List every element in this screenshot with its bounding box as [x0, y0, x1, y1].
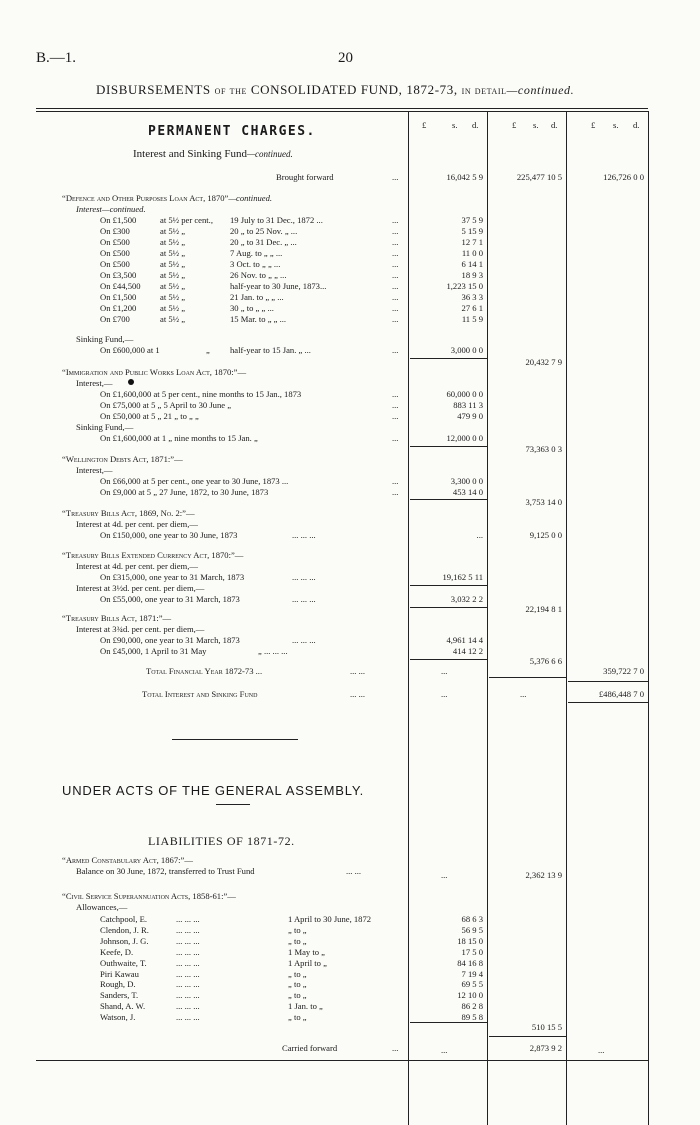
wellington-act-title: “Wellington Debts Act, 1871:”—: [62, 454, 183, 464]
leader-dots: ... ... ...: [176, 914, 200, 924]
wellington-row-value: 453 14 0: [452, 487, 483, 497]
short-rule: [216, 804, 250, 805]
leader-dots: ...: [392, 433, 399, 443]
allowance-period: „ to „: [288, 979, 307, 990]
col1-shilling: s.: [452, 120, 458, 130]
allowance-name: Watson, J.: [100, 1012, 136, 1023]
defence-total: 20,432 7 9: [525, 357, 562, 367]
allowance-name: Keefe, D.: [100, 946, 134, 957]
defence-row-period: 21 Jan. to „ „ ...: [230, 292, 284, 302]
col1-pence: d.: [472, 120, 479, 130]
page-number: 20: [338, 50, 353, 66]
wellington-interest-label: Interest,—: [76, 465, 113, 475]
subtotal-rule: [410, 358, 487, 359]
allowance-name: Piri Kawau: [100, 968, 139, 979]
defence-row-amount: On £3,500: [100, 270, 137, 280]
carried-col2: 2,873 9 2: [529, 1043, 562, 1053]
leader-dots: „ ... ... ...: [258, 646, 288, 656]
defence-row-value: 1,223 15 0: [446, 281, 483, 291]
subtotal-rule: [410, 659, 487, 660]
leader-dots: ...: [392, 411, 399, 421]
allowance-value: 18 15 0: [457, 935, 483, 946]
title-main: DISBURSEMENTS: [96, 82, 211, 97]
defence-act-title: [62, 193, 272, 203]
defence-row-amount: On £500: [100, 259, 130, 269]
subtotal-rule: [410, 499, 487, 500]
defence-row-value: 37 5 9: [461, 215, 483, 225]
immigration-row-value: 883 11 3: [453, 400, 483, 410]
treasury-ext-interest: Interest at 4d. per cent. per diem,—: [76, 561, 198, 571]
treasury-ext-interest2: Interest at 3½d. per cent. per diem,—: [76, 583, 205, 593]
table-bottom-rule: [36, 1060, 648, 1061]
allowance-value: 68 6 3: [461, 914, 483, 924]
sinking-row-rate: „: [206, 345, 210, 355]
armed-value: 2,362 13 9: [525, 870, 562, 880]
immigration-sinking-text: On £1,600,000 at 1 „ nine months to 15 Jan. „: [100, 433, 258, 443]
allowance-period: „ to „: [288, 968, 307, 979]
section-heading-permanent: PERMANENT CHARGES.: [148, 124, 316, 139]
leader-dots: ...: [392, 1043, 399, 1053]
treasury-1869-row: On £150,000, one year to 30 June, 1873: [100, 530, 238, 540]
leader-dots: ...: [392, 487, 399, 497]
subtotal-rule: [489, 677, 566, 678]
wellington-total: 3,753 14 0: [525, 497, 562, 507]
defence-row-value: 11 5 9: [461, 314, 483, 324]
defence-row-period: 20 „ to 31 Dec. „ ...: [230, 237, 297, 247]
page-title: [96, 82, 574, 98]
leader-dots: ... ... ...: [292, 530, 316, 540]
section-heading-general-assembly: UNDER ACTS OF THE GENERAL ASSEMBLY.: [62, 783, 365, 798]
col2-shilling: s.: [533, 120, 539, 130]
leader-dots: ... ...: [350, 666, 366, 676]
allowance-period: „ to „: [288, 935, 307, 946]
leader-dots: ... ... ...: [292, 635, 316, 645]
defence-row-rate: at 5½ „: [160, 237, 186, 247]
defence-row-rate: at 5½ per cent.,: [160, 215, 213, 225]
leader-dots: ... ... ...: [176, 1012, 200, 1023]
defence-row-value: 5 15 9: [461, 226, 483, 236]
treasury-1871-row1: On £90,000, one year to 31 March, 1873: [100, 635, 240, 645]
allowance-value: 89 5 8: [461, 1012, 483, 1023]
allowance-value: 84 16 8: [457, 957, 483, 968]
liabilities-heading: LIABILITIES OF 1871-72.: [148, 834, 295, 848]
col-divider-2: [487, 111, 488, 1125]
leader-dots: ...: [392, 476, 399, 486]
defence-row-period: 15 Mar. to „ „ ...: [230, 314, 287, 324]
defence-row-value: 6 14 1: [461, 259, 483, 269]
leader-dots: ... ... ...: [176, 979, 200, 990]
defence-row-amount: On £300: [100, 226, 130, 236]
defence-row-period: 3 Oct. to „ „ ...: [230, 259, 281, 269]
defence-row-value: 18 9 3: [461, 270, 483, 280]
carried-forward-label: Carried forward: [282, 1043, 338, 1053]
treasury-1869-value: ...: [476, 530, 483, 540]
sinking-row-amount: On £600,000 at 1: [100, 345, 160, 355]
title-in-detail: in detail: [461, 83, 507, 97]
treasury-ext-row1: On £315,000, one year to 31 March, 1873: [100, 572, 245, 582]
leader-dots: ...: [392, 281, 399, 291]
total-interest-label: Total Interest and Sinking Fund: [142, 689, 258, 699]
sinking-row-period: half-year to 15 Jan. „ ...: [230, 345, 311, 355]
col-divider-3: [566, 111, 567, 1125]
defence-row-amount: On £1,500: [100, 292, 137, 302]
treasury-1871-row2: On £45,000, 1 April to 31 May: [100, 646, 207, 656]
leader-dots: ...: [392, 389, 399, 399]
treasury-1871-interest: Interest at 3¾d. per cent. per diem,—: [76, 624, 205, 634]
defence-row-amount: On £500: [100, 248, 130, 258]
allowance-period: 1 May to „: [288, 946, 325, 957]
defence-row-rate: at 5½ „: [160, 303, 186, 313]
leader-dots: ...: [392, 172, 399, 182]
treasury-ext-total: 22,194 8 1: [525, 604, 562, 614]
immigration-row-value: 60,000 0 0: [446, 389, 483, 399]
col3-pence: d.: [633, 120, 640, 130]
armed-act-title: “Armed Constabulary Act, 1867:”—: [62, 855, 193, 865]
carried-col1: ...: [441, 1045, 448, 1055]
defence-row-rate: at 5½ „: [160, 292, 186, 302]
immigration-total: 73,363 0 3: [525, 444, 562, 454]
sinking-row-value: 3,000 0 0: [450, 345, 483, 355]
allowance-name: Shand, A. W.: [100, 1001, 146, 1012]
allowance-period: „ to „: [288, 990, 307, 1001]
leader-dots: ... ... ...: [176, 968, 200, 979]
allowance-period: 1 April to „: [288, 957, 327, 968]
allowance-period: „ to „: [288, 924, 307, 935]
defence-row-period: 19 July to 31 Dec., 1872 ...: [230, 215, 323, 225]
leader-dots: ... ... ...: [176, 990, 200, 1001]
leader-dots: ... ... ...: [292, 594, 316, 604]
total-rule: [568, 702, 648, 703]
immigration-row-value: 479 9 0: [457, 411, 483, 421]
subheading-interest: [133, 148, 293, 160]
defence-row-rate: at 5½ „: [160, 314, 186, 324]
leader-dots: ...: [392, 237, 399, 247]
defence-row-rate: at 5½ „: [160, 281, 186, 291]
civil-act-title: “Civil Service Superannuation Acts, 1858-61:”—: [62, 891, 236, 901]
armed-row: Balance on 30 June, 1872, transferred to Trust Fund: [76, 866, 255, 876]
defence-row-period: 26 Nov. to „ „ ...: [230, 270, 287, 280]
treasury-1869-title: “Treasury Bills Act, 1869, No. 2:”—: [62, 508, 195, 518]
treasury-1869-interest: Interest at 4d. per cent. per diem,—: [76, 519, 198, 529]
allowance-name: Sanders, T.: [100, 990, 139, 1001]
treasury-1869-total: 9,125 0 0: [529, 530, 562, 540]
subheading-cont: —continued.: [246, 149, 293, 159]
leader-dots: ...: [392, 226, 399, 236]
leader-dots: ...: [392, 400, 399, 410]
wellington-row-value: 3,300 0 0: [450, 476, 483, 486]
treasury-1871-value1: 4,961 14 4: [446, 635, 483, 645]
leader-dots: ...: [392, 215, 399, 225]
allowance-period: 1 April to 30 June, 1872: [288, 914, 372, 924]
leader-dots: ...: [392, 248, 399, 258]
treasury-ext-value2: 3,032 2 2: [450, 594, 483, 604]
defence-row-amount: On £700: [100, 314, 130, 324]
defence-row-period: 30 „ to „ „ ...: [230, 303, 274, 313]
leader-dots: ... ... ...: [176, 924, 200, 935]
col2-pound: £: [512, 120, 517, 130]
leader-dots: ... ... ...: [292, 572, 316, 582]
defence-row-rate: at 5½ „: [160, 259, 186, 269]
table-top-rule: [36, 108, 648, 109]
subtotal-rule: [489, 1036, 566, 1037]
civil-total: 510 15 5: [531, 1022, 562, 1032]
allowance-name: Johnson, J. G.: [100, 935, 149, 946]
treasury-1871-total: 5,376 6 6: [529, 656, 562, 666]
immigration-row-text: On £75,000 at 5 „ 5 April to 30 June „: [100, 400, 232, 410]
total-rule: [568, 681, 648, 682]
allowance-period: „ to „: [288, 1012, 307, 1023]
title-fund: CONSOLIDATED FUND, 1872-73,: [250, 82, 458, 97]
allowance-name: Catchpool, E.: [100, 914, 148, 924]
brought-forward-col3: 126,726 0 0: [603, 172, 644, 182]
report-code: B.—1.: [36, 50, 77, 66]
defence-act-cont: —continued.: [228, 193, 273, 203]
title-of-the: of the: [214, 83, 247, 97]
col1-pound: £: [422, 120, 427, 130]
leader-dots: ... ...: [350, 689, 366, 699]
defence-row-amount: On £44,500: [100, 281, 141, 291]
empty-cell-dots: ...: [441, 666, 448, 676]
empty-cell-dots: ...: [441, 689, 448, 699]
brought-forward-col2: 225,477 10 5: [516, 172, 562, 182]
immigration-interest-label: Interest,—: [76, 378, 113, 388]
immigration-sinking-label: Sinking Fund,—: [76, 422, 134, 432]
defence-row-amount: On £1,200: [100, 303, 137, 313]
defence-row-period: 20 „ to 25 Nov. „ ...: [230, 226, 298, 236]
total-financial-value: 359,722 7 0: [603, 666, 644, 676]
allowance-name: Rough, D.: [100, 979, 136, 990]
allowance-name: Clendon, J. R.: [100, 924, 149, 935]
col3-shilling: s.: [613, 120, 619, 130]
leader-dots: ... ... ...: [176, 935, 200, 946]
immigration-row-text: On £1,600,000 at 5 per cent., nine months to 15 Jan., 1873: [100, 389, 302, 399]
allowance-name: Outhwaite, T.: [100, 957, 147, 968]
wellington-row-text: On £9,000 at 5 „ 27 June, 1872, to 30 June, 1873: [100, 487, 269, 497]
leader-dots: ... ... ...: [176, 946, 200, 957]
table-top-rule-2: [36, 111, 648, 112]
allowance-value: 12 10 0: [457, 990, 483, 1001]
leader-dots: ...: [392, 314, 399, 324]
empty-cell-dots: ...: [441, 870, 448, 880]
allowance-value: 69 5 5: [461, 979, 483, 990]
sinking-fund-label: Sinking Fund,—: [76, 334, 134, 344]
carried-col3: ...: [598, 1045, 605, 1055]
total-interest-value: £486,448 7 0: [598, 689, 644, 699]
defence-row-value: 27 6 1: [461, 303, 483, 313]
leader-dots: ...: [392, 292, 399, 302]
interest-continued: Interest—continued.: [76, 204, 146, 214]
treasury-1871-value2: 414 12 2: [452, 646, 483, 656]
immigration-sinking-value: 12,000 0 0: [446, 433, 483, 443]
col-divider-4: [648, 111, 649, 1125]
wellington-row-text: On £66,000 at 5 per cent., one year to 30 June, 1873 ...: [100, 476, 289, 486]
immigration-row-text: On £50,000 at 5 „ 21 „ to „ „: [100, 411, 199, 421]
allowance-value: 86 2 8: [461, 1001, 483, 1012]
defence-row-value: 36 3 3: [461, 292, 483, 302]
brought-forward-label: Brought forward: [276, 172, 334, 182]
treasury-ext-value1: 19,162 5 11: [442, 572, 483, 582]
subtotal-rule: [410, 607, 487, 608]
subtotal-rule: [410, 585, 487, 586]
immigration-act-title: “Immigration and Public Works Loan Act, 1870:”—: [62, 367, 247, 377]
subheading-text: Interest and Sinking Fund: [133, 148, 247, 160]
defence-row-period: 7 Aug. to „ „ ...: [230, 248, 283, 258]
leader-dots: ... ... ...: [176, 957, 200, 968]
allowance-value: 17 5 0: [461, 946, 483, 957]
allowance-value: 7 19 4: [461, 968, 483, 979]
defence-row-amount: On £1,500: [100, 215, 137, 225]
treasury-ext-row2: On £55,000, one year to 31 March, 1873: [100, 594, 240, 604]
defence-row-value: 12 7 1: [461, 237, 483, 247]
ink-dot-mark: [128, 379, 134, 385]
treasury-ext-title: “Treasury Bills Extended Currency Act, 1870:”—: [62, 550, 244, 560]
leader-dots: ...: [392, 303, 399, 313]
defence-row-period: half-year to 30 June, 1873...: [230, 281, 327, 291]
defence-row-rate: at 5½ „: [160, 270, 186, 280]
title-continued: —continued.: [506, 83, 575, 97]
total-financial-label: Total Financial Year 1872-73 ...: [146, 666, 263, 676]
col2-pence: d.: [551, 120, 558, 130]
leader-dots: ...: [392, 270, 399, 280]
brought-forward-col1: 16,042 5 9: [446, 172, 483, 182]
leader-dots: ...: [392, 259, 399, 269]
subtotal-rule: [410, 446, 487, 447]
treasury-1871-title: “Treasury Bills Act, 1871:”—: [62, 613, 172, 623]
col3-pound: £: [591, 120, 596, 130]
leader-dots: ... ...: [346, 866, 362, 876]
defence-row-rate: at 5½ „: [160, 226, 186, 236]
allowance-period: 1 Jan. to „: [288, 1001, 323, 1012]
defence-row-amount: On £500: [100, 237, 130, 247]
allowance-value: 56 9 5: [461, 924, 483, 935]
section-divider-rule: [172, 739, 298, 740]
defence-row-rate: at 5½ „: [160, 248, 186, 258]
empty-cell-dots: ...: [520, 689, 527, 699]
defence-row-value: 11 0 0: [461, 248, 483, 258]
col-divider-1: [408, 111, 409, 1125]
subtotal-rule: [410, 1022, 487, 1023]
leader-dots: ... ... ...: [176, 1001, 200, 1012]
defence-act-name: “Defence and Other Purposes Loan Act, 1870”: [62, 193, 229, 203]
leader-dots: ...: [392, 345, 399, 355]
allowances-label: Allowances,—: [76, 902, 128, 912]
